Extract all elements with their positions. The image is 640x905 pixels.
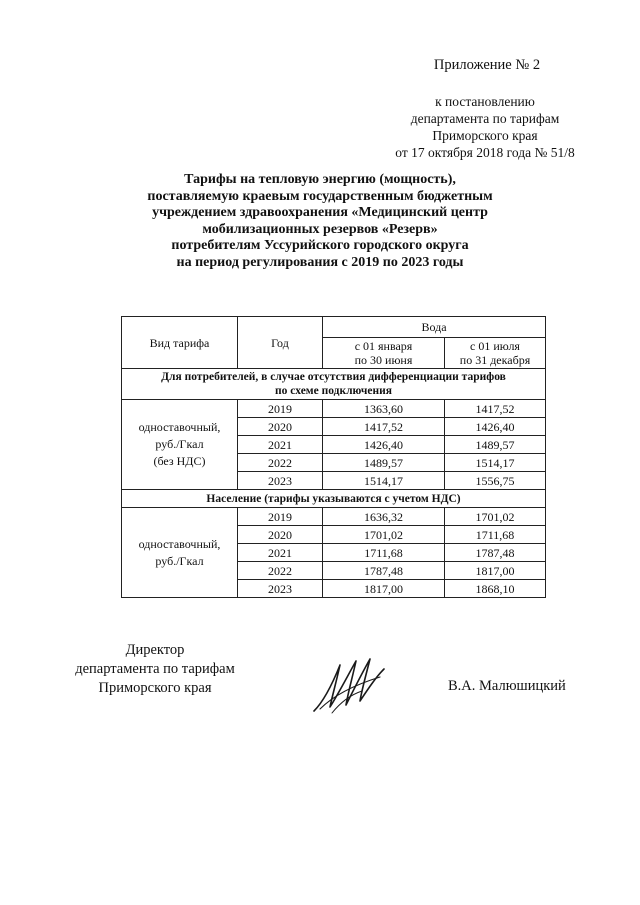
tariff-type-line: одноставочный, xyxy=(138,536,221,551)
tariff-type-line: руб./Гкал xyxy=(155,553,204,568)
resolution-line: от 17 октября 2018 года № 51/8 xyxy=(395,145,575,160)
tariff-value-h2: 1711,68 xyxy=(445,526,546,544)
resolution-reference xyxy=(380,93,590,161)
section-heading xyxy=(122,369,546,400)
period-line: с 01 января xyxy=(354,339,413,353)
tariff-type-line: одноставочный, xyxy=(138,420,221,434)
tariff-value-h2: 1868,10 xyxy=(445,580,546,598)
section-heading-line: Население (тарифы указываются с учетом НДС) xyxy=(206,492,461,505)
tariff-value-h2: 1489,57 xyxy=(445,436,546,454)
header-period-second-half xyxy=(445,338,546,369)
tariff-value-h1: 1417,52 xyxy=(323,418,445,436)
tariff-value-h2: 1701,02 xyxy=(445,508,546,526)
title-line: Тарифы на тепловую энергию (мощность), xyxy=(184,172,456,187)
tariff-type-line: (без НДС) xyxy=(153,454,206,468)
tariff-type-line: руб./Гкал xyxy=(155,437,204,451)
year-cell: 2023 xyxy=(238,580,323,598)
header-tariff-type: Вид тарифа xyxy=(122,317,238,369)
tariff-value-h2: 1514,17 xyxy=(445,454,546,472)
header-water: Вода xyxy=(323,317,546,338)
handwritten-signature-icon xyxy=(310,655,390,717)
title-line: учреждением здравоохранения «Медицинский центр xyxy=(152,205,488,220)
tariff-value-h2: 1417,52 xyxy=(445,400,546,418)
signatory-name: В.А. Малюшицкий xyxy=(448,678,566,694)
title-line: на период регулирования с 2019 по 2023 годы xyxy=(176,254,464,270)
year-cell: 2019 xyxy=(238,508,323,526)
tariff-value-h1: 1817,00 xyxy=(323,580,445,598)
tariff-value-h2: 1426,40 xyxy=(445,418,546,436)
section-heading-line: Для потребителей, в случае отсутствия дифференциации тарифов xyxy=(161,371,506,383)
tariff-value-h1: 1426,40 xyxy=(323,436,445,454)
year-cell: 2021 xyxy=(238,436,323,454)
position-line: Директор xyxy=(125,642,185,658)
tariff-value-h1: 1787,48 xyxy=(323,562,445,580)
position-line: департамента по тарифам xyxy=(75,661,235,677)
position-line: Приморского края xyxy=(98,680,212,696)
period-line: по 31 декабря xyxy=(459,353,531,367)
header-year: Год xyxy=(238,317,323,369)
tariff-value-h1: 1636,32 xyxy=(323,508,445,526)
year-cell: 2020 xyxy=(238,526,323,544)
appendix-number: Приложение № 2 xyxy=(433,57,541,73)
tariff-value-h1: 1701,02 xyxy=(323,526,445,544)
signatory-position xyxy=(60,641,250,698)
section-heading-line: по схеме подключения xyxy=(275,385,392,397)
year-cell: 2021 xyxy=(238,544,323,562)
resolution-line: Приморского края xyxy=(432,128,538,143)
tariff-value-h2: 1817,00 xyxy=(445,562,546,580)
year-cell: 2022 xyxy=(238,454,323,472)
year-cell: 2019 xyxy=(238,400,323,418)
resolution-line: к постановлению xyxy=(435,94,535,109)
table-row xyxy=(122,508,546,526)
tariff-value-h2: 1787,48 xyxy=(445,544,546,562)
tariff-value-h1: 1514,17 xyxy=(323,472,445,490)
year-cell: 2023 xyxy=(238,472,323,490)
period-line: с 01 июля xyxy=(470,339,520,353)
header-period-first-half xyxy=(323,338,445,369)
title-line: потребителям Уссурийского городского округа xyxy=(171,238,469,253)
tariff-value-h1: 1363,60 xyxy=(323,400,445,418)
title-line: мобилизационных резервов «Резерв» xyxy=(202,221,438,237)
tariff-value-h2: 1556,75 xyxy=(445,472,546,490)
period-line: по 30 июня xyxy=(354,353,413,367)
resolution-line: департамента по тарифам xyxy=(410,111,560,126)
table-row xyxy=(122,400,546,418)
section-heading xyxy=(122,490,546,508)
tariff-value-h1: 1711,68 xyxy=(323,544,445,562)
title-line: поставляемую краевым государственным бюджетным xyxy=(147,188,493,204)
tariff-type-cell xyxy=(122,508,238,598)
year-cell: 2022 xyxy=(238,562,323,580)
year-cell: 2020 xyxy=(238,418,323,436)
tariff-value-h1: 1489,57 xyxy=(323,454,445,472)
tariff-table xyxy=(121,316,546,598)
tariff-type-cell xyxy=(122,400,238,490)
document-title xyxy=(100,172,540,271)
